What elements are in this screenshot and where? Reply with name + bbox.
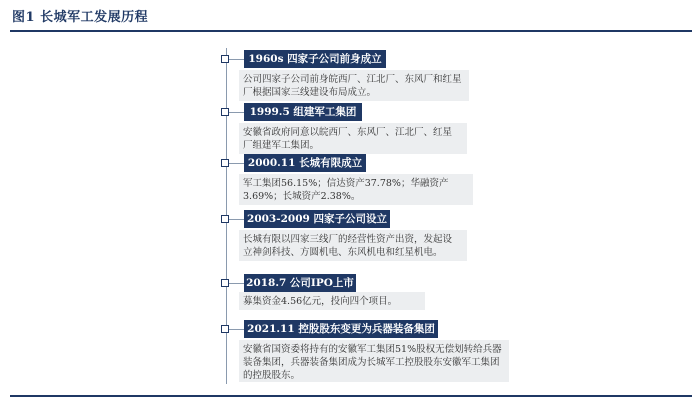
timeline-node	[221, 55, 229, 63]
event-description: 军工集团56.15%；信达资产37.78%；华融资产3.69%；长城资产2.38%。	[239, 174, 473, 205]
bottom-rule	[10, 395, 692, 397]
timeline-connector	[229, 219, 245, 220]
timeline-node	[221, 108, 229, 116]
event-heading: 2018.7 公司IPO上市	[244, 274, 356, 292]
event-heading: 2000.11 长城有限成立	[244, 154, 366, 172]
timeline-node	[221, 325, 229, 333]
event-description: 安徽省国资委将持有的安徽军工集团51%股权无偿划转给兵器装备集团，兵器装备集团成为长城军工控股股东安徽军工集团的控股股东。	[239, 340, 509, 382]
timeline-node	[221, 215, 229, 223]
event-description: 长城有限以四家三线厂的经营性资产出资，发起设立神剑科技、方圆机电、东风机电和红星机电。	[239, 230, 467, 261]
event-description: 安徽省政府同意以皖西厂、东风厂、江北厂、红星厂组建军工集团。	[239, 123, 467, 154]
timeline-node	[221, 159, 229, 167]
timeline-connector	[229, 163, 245, 164]
event-heading: 2003-2009 四家子公司设立	[244, 210, 390, 228]
timeline-connector	[229, 329, 245, 330]
timeline-connector	[229, 283, 245, 284]
top-rule	[10, 30, 692, 32]
figure-title: 图1 长城军工发展历程	[12, 10, 149, 25]
timeline-connector	[229, 59, 245, 60]
event-heading: 1999.5 组建军工集团	[244, 103, 362, 121]
event-heading: 2021.11 控股股东变更为兵器装备集团	[244, 320, 438, 338]
event-description: 募集资金4.56亿元，投向四个项目。	[239, 292, 425, 310]
event-description: 公司四家子公司前身皖西厂、江北厂、东风厂和红星厂根据国家三线建设布局成立。	[239, 70, 469, 101]
event-heading: 1960s 四家子公司前身成立	[244, 50, 386, 68]
timeline-connector	[229, 112, 245, 113]
timeline-node	[221, 279, 229, 287]
